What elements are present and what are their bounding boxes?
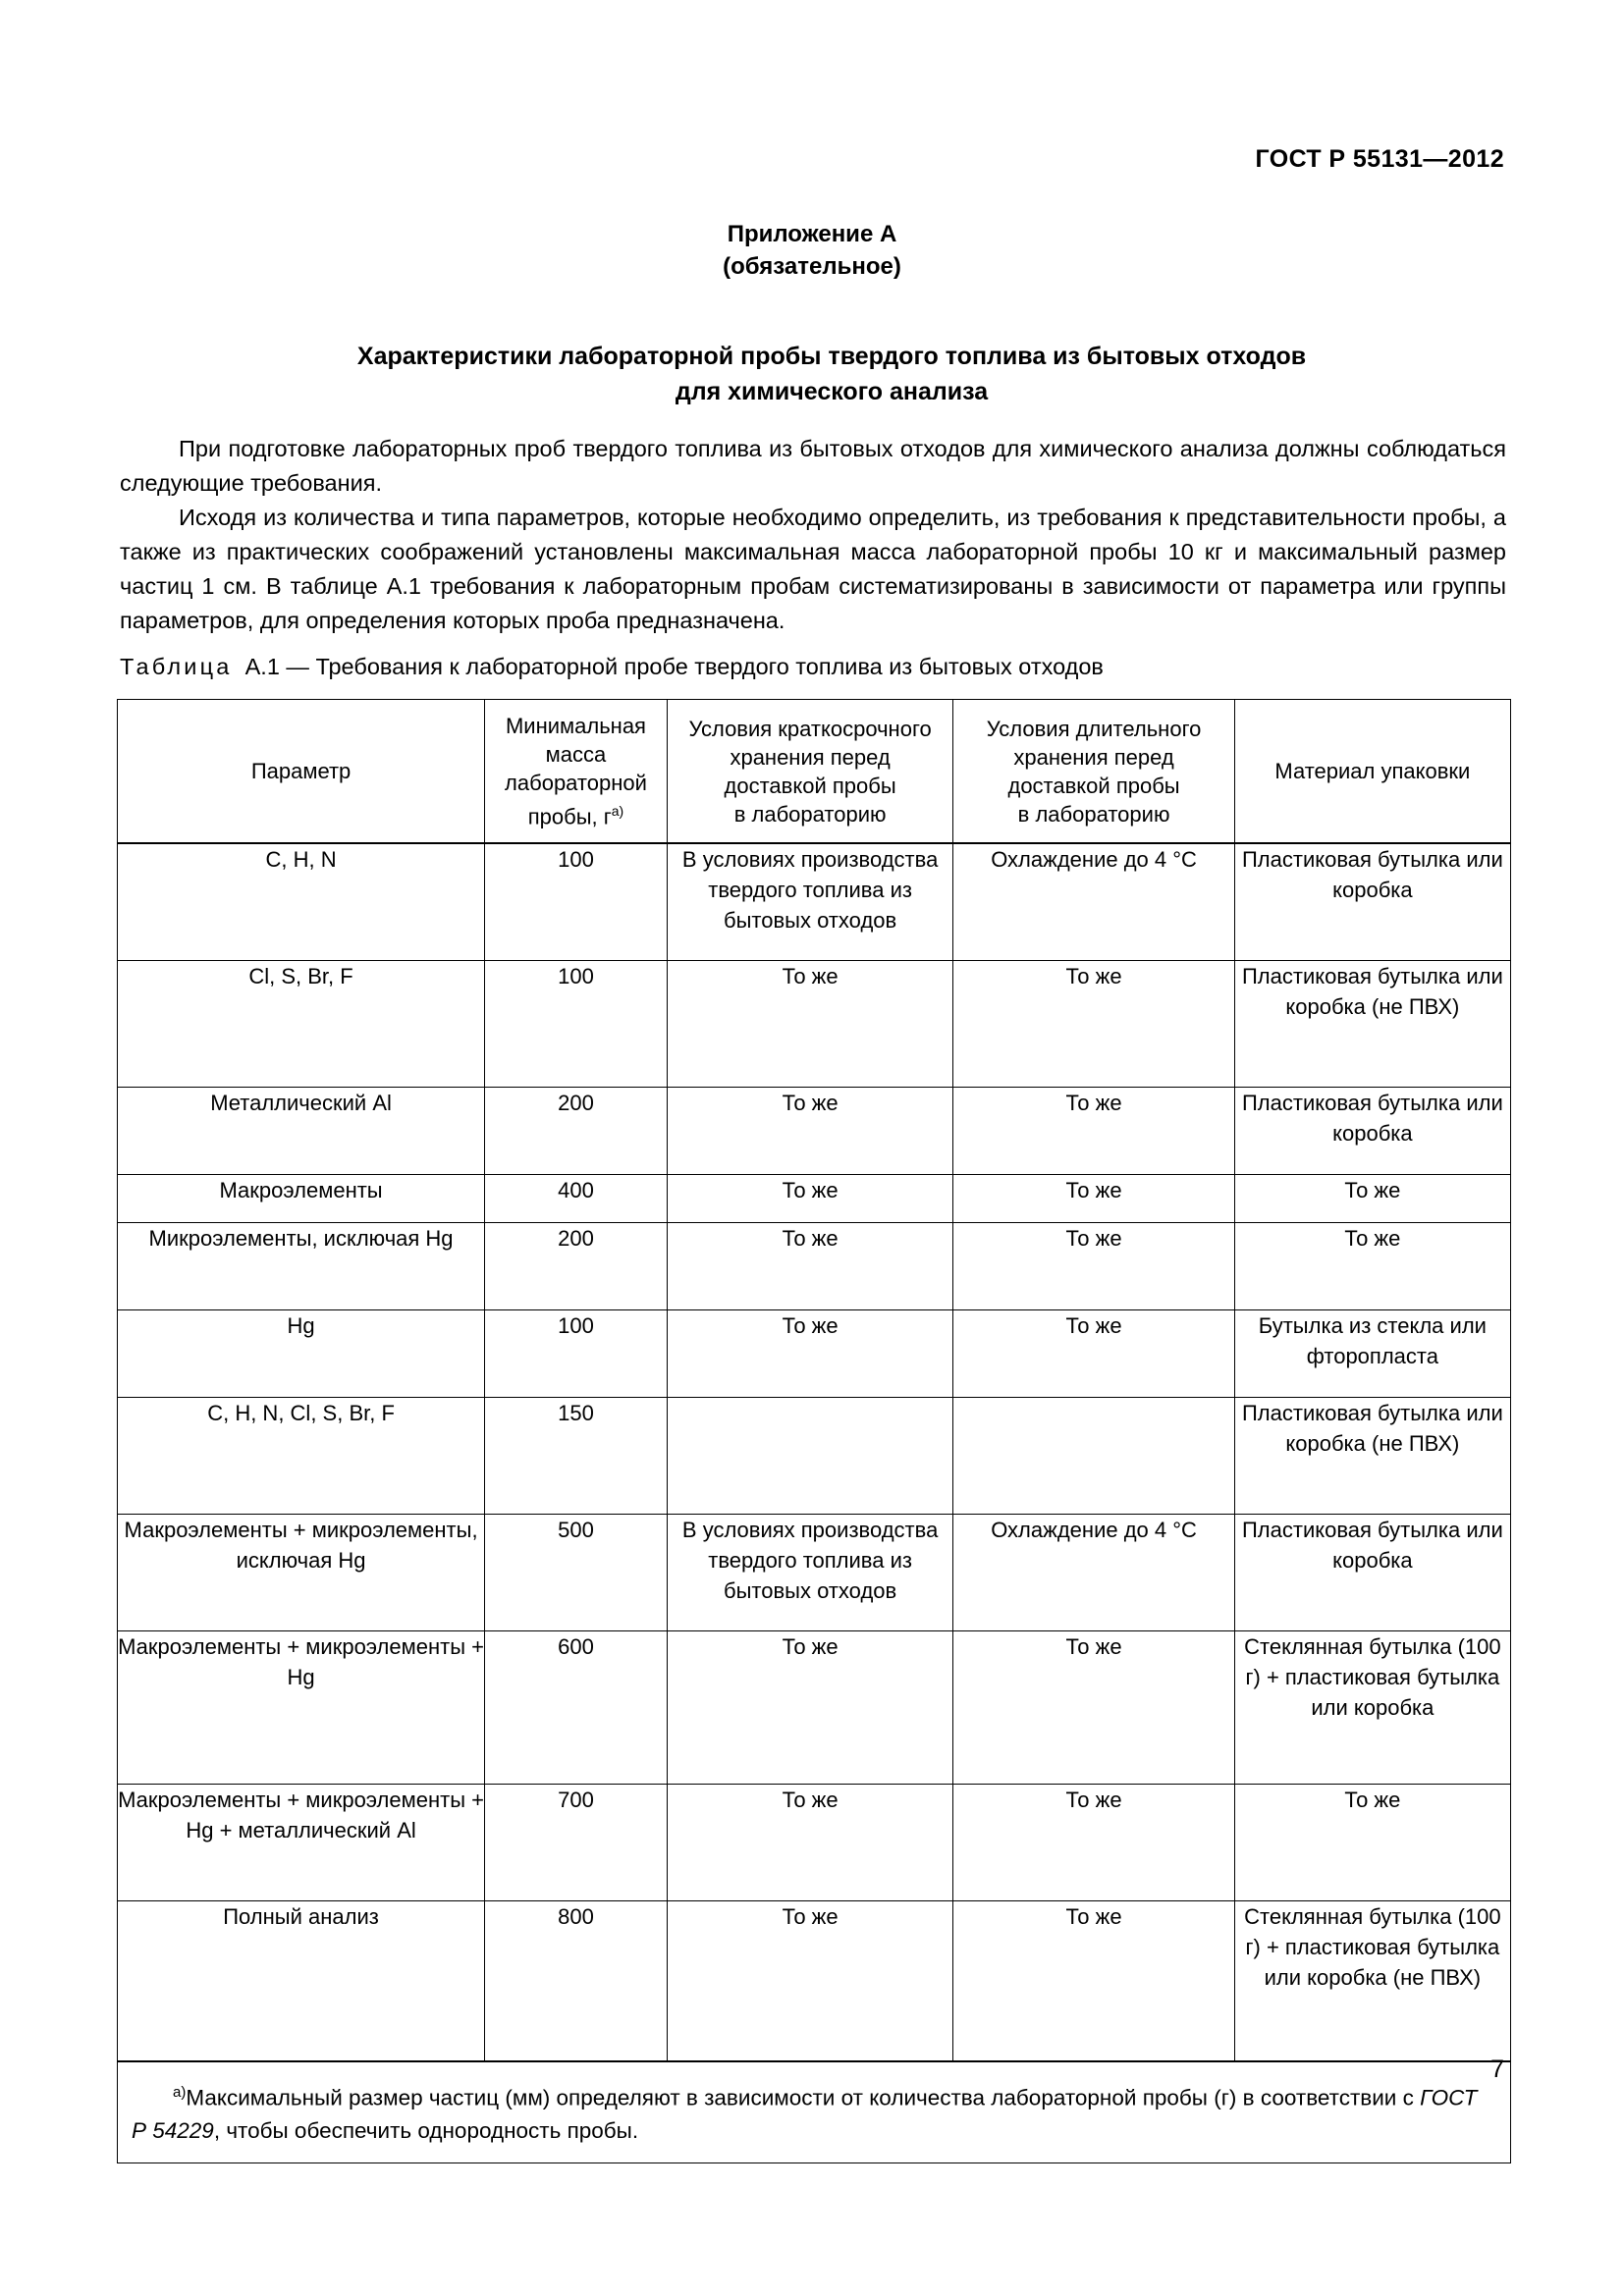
- table-caption-text: Требования к лабораторной пробе твердого топлива из бытовых отходов: [315, 654, 1104, 679]
- column-header-parameter: [118, 700, 485, 844]
- cell-parameter: Hg: [118, 1310, 485, 1398]
- column-header-short-line-4: в лабораторию: [733, 801, 887, 827]
- cell-short-term: В условиях производства твердого топлива из бытовых отходов: [667, 843, 953, 961]
- cell-long-term: Охлаждение до 4 °C: [953, 843, 1234, 961]
- cell-mass: 800: [485, 1901, 668, 2062]
- column-header-packaging-label: Материал упаковки: [1274, 759, 1471, 784]
- table-row: [118, 1515, 1511, 1631]
- annex-status: (обязательное): [723, 253, 901, 280]
- column-header-mass-line-4: [491, 797, 661, 830]
- cell-mass: 400: [485, 1175, 668, 1223]
- cell-packaging: Пластиковая бутылка или коробка (не ПВХ): [1234, 1398, 1510, 1515]
- cell-long-term: То же: [953, 1175, 1234, 1223]
- cell-parameter: Металлический Al: [118, 1088, 485, 1175]
- table-caption-dash: —: [286, 654, 309, 679]
- cell-packaging: Пластиковая бутылка или коробка: [1234, 843, 1510, 961]
- table-body: [118, 843, 1511, 2163]
- cell-packaging: Пластиковая бутылка или коробка: [1234, 1515, 1510, 1631]
- cell-parameter: Cl, S, Br, F: [118, 961, 485, 1088]
- table-caption-number: А.1: [244, 654, 280, 679]
- cell-long-term: То же: [953, 1223, 1234, 1310]
- cell-parameter: Макроэлементы: [118, 1175, 485, 1223]
- column-header-mass-line-3: лабораторной: [505, 771, 647, 795]
- cell-packaging: Пластиковая бутылка или коробка (не ПВХ): [1234, 961, 1510, 1088]
- cell-short-term: [667, 1398, 953, 1515]
- page-title: [177, 339, 1487, 409]
- cell-mass: 150: [485, 1398, 668, 1515]
- column-header-long-line-4: в лабораторию: [1017, 801, 1170, 827]
- cell-short-term: То же: [667, 1223, 953, 1310]
- annex-heading-block: [0, 218, 1624, 283]
- cell-parameter: Макроэлементы + микроэлементы + Hg: [118, 1631, 485, 1785]
- cell-short-term: То же: [667, 1088, 953, 1175]
- table-row: [118, 843, 1511, 961]
- cell-packaging: То же: [1234, 1175, 1510, 1223]
- table-row: [118, 1631, 1511, 1785]
- cell-short-term: То же: [667, 1631, 953, 1785]
- column-header-short-line-3: доставкой пробы: [724, 773, 896, 798]
- requirements-table-wrapper: [117, 699, 1511, 2163]
- column-header-parameter-label: Параметр: [250, 759, 352, 784]
- table-row: [118, 1901, 1511, 2062]
- requirements-table: [117, 699, 1511, 2163]
- table-footnote-cell: [118, 2061, 1511, 2163]
- table-row: [118, 961, 1511, 1088]
- cell-mass: 100: [485, 1310, 668, 1398]
- cell-mass: 100: [485, 843, 668, 961]
- document-header-standard-number: ГОСТ Р 55131—2012: [1255, 145, 1504, 173]
- cell-packaging: То же: [1234, 1223, 1510, 1310]
- table-caption-word: Таблица: [120, 654, 233, 679]
- column-header-long-line-3: доставкой пробы: [1007, 773, 1180, 798]
- cell-packaging: Пластиковая бутылка или коробка: [1234, 1088, 1510, 1175]
- page-number: 7: [1490, 2056, 1504, 2083]
- cell-long-term: [953, 1398, 1234, 1515]
- cell-long-term: То же: [953, 1631, 1234, 1785]
- table-head: [118, 700, 1511, 844]
- body-text-block: [120, 432, 1506, 638]
- table-row: [118, 1175, 1511, 1223]
- column-header-packaging-material: [1234, 700, 1510, 844]
- cell-short-term: В условиях производства твердого топлива из бытовых отходов: [667, 1515, 953, 1631]
- cell-short-term: То же: [667, 1175, 953, 1223]
- cell-mass: 200: [485, 1223, 668, 1310]
- table-row: [118, 1785, 1511, 1901]
- footnote-standard-reference: ГОСТ Р 54229: [132, 2085, 1478, 2143]
- column-header-long-line-2: хранения перед: [1013, 744, 1174, 770]
- cell-mass: 200: [485, 1088, 668, 1175]
- cell-short-term: То же: [667, 1310, 953, 1398]
- cell-parameter: C, H, N: [118, 843, 485, 961]
- column-header-minimum-mass: [485, 700, 668, 844]
- cell-parameter: Полный анализ: [118, 1901, 485, 2062]
- cell-short-term: То же: [667, 961, 953, 1088]
- cell-short-term: То же: [667, 1785, 953, 1901]
- cell-parameter: Микроэлементы, исключая Hg: [118, 1223, 485, 1310]
- cell-mass: 500: [485, 1515, 668, 1631]
- cell-mass: 600: [485, 1631, 668, 1785]
- cell-parameter: Макроэлементы + микроэлементы + Hg + металлический Al: [118, 1785, 485, 1901]
- cell-mass: 100: [485, 961, 668, 1088]
- cell-long-term: То же: [953, 1310, 1234, 1398]
- cell-packaging: Стеклянная бутылка (100 г) + пластиковая бутылка или коробка (не ПВХ): [1234, 1901, 1510, 2062]
- footnote-marker-header: а): [611, 803, 624, 819]
- table-row: [118, 1223, 1511, 1310]
- page-title-line-2: для химического анализа: [675, 378, 989, 405]
- cell-long-term: То же: [953, 1901, 1234, 2062]
- table-row: [118, 1310, 1511, 1398]
- column-header-short-term-storage: [667, 700, 953, 844]
- paragraph-2: Исходя из количества и типа параметров, которые необходимо определить, из требования к представительности пробы, а также из практических соображений установлены максимальная масса лабораторной пробы 10 кг и максимальный размер частиц 1 см. В таблице А.1 требования к лабораторным пробам систематизированы в зависимости от параметра или группы параметров, для определения которых проба предназначена.: [120, 505, 1506, 633]
- cell-long-term: То же: [953, 1088, 1234, 1175]
- column-header-long-line-1: Условия длительного: [986, 716, 1202, 741]
- column-header-short-line-1: Условия краткосрочного: [688, 716, 932, 741]
- footnote-text-part-2: , чтобы обеспечить однородность пробы.: [213, 2117, 639, 2143]
- annex-label: Приложение А: [727, 221, 897, 247]
- column-header-long-term-storage: [953, 700, 1234, 844]
- cell-long-term: То же: [953, 961, 1234, 1088]
- cell-long-term: То же: [953, 1785, 1234, 1901]
- column-header-mass-line-1: Минимальная: [505, 714, 646, 738]
- cell-parameter: Макроэлементы + микроэлементы, исключая Hg: [118, 1515, 485, 1631]
- table-header-row: [118, 700, 1511, 844]
- cell-packaging: Бутылка из стекла или фторопласта: [1234, 1310, 1510, 1398]
- column-header-mass-line-2: масса: [545, 742, 607, 767]
- table-caption: [120, 654, 1104, 680]
- cell-packaging: Стеклянная бутылка (100 г) + пластиковая бутылка или коробка: [1234, 1631, 1510, 1785]
- cell-long-term: Охлаждение до 4 °C: [953, 1515, 1234, 1631]
- cell-parameter: C, H, N, Cl, S, Br, F: [118, 1398, 485, 1515]
- table-row: [118, 1398, 1511, 1515]
- paragraph-1: При подготовке лабораторных проб твердого топлива из бытовых отходов для химического анализа должны соблюдаться следующие требования.: [120, 436, 1506, 496]
- column-header-mass-units: пробы, г: [527, 804, 612, 829]
- cell-mass: 700: [485, 1785, 668, 1901]
- cell-short-term: То же: [667, 1901, 953, 2062]
- table-row: [118, 1088, 1511, 1175]
- footnote-marker: а): [173, 2084, 187, 2102]
- page-title-line-1: Характеристики лабораторной пробы твердого топлива из бытовых отходов: [356, 343, 1307, 370]
- footnote-text-part-1: Максимальный размер частиц (мм) определяют в зависимости от количества лабораторной пробы (г) в соответствии с: [186, 2085, 1421, 2110]
- column-header-short-line-2: хранения перед: [730, 744, 891, 770]
- cell-packaging: То же: [1234, 1785, 1510, 1901]
- table-footnote-row: [118, 2061, 1511, 2163]
